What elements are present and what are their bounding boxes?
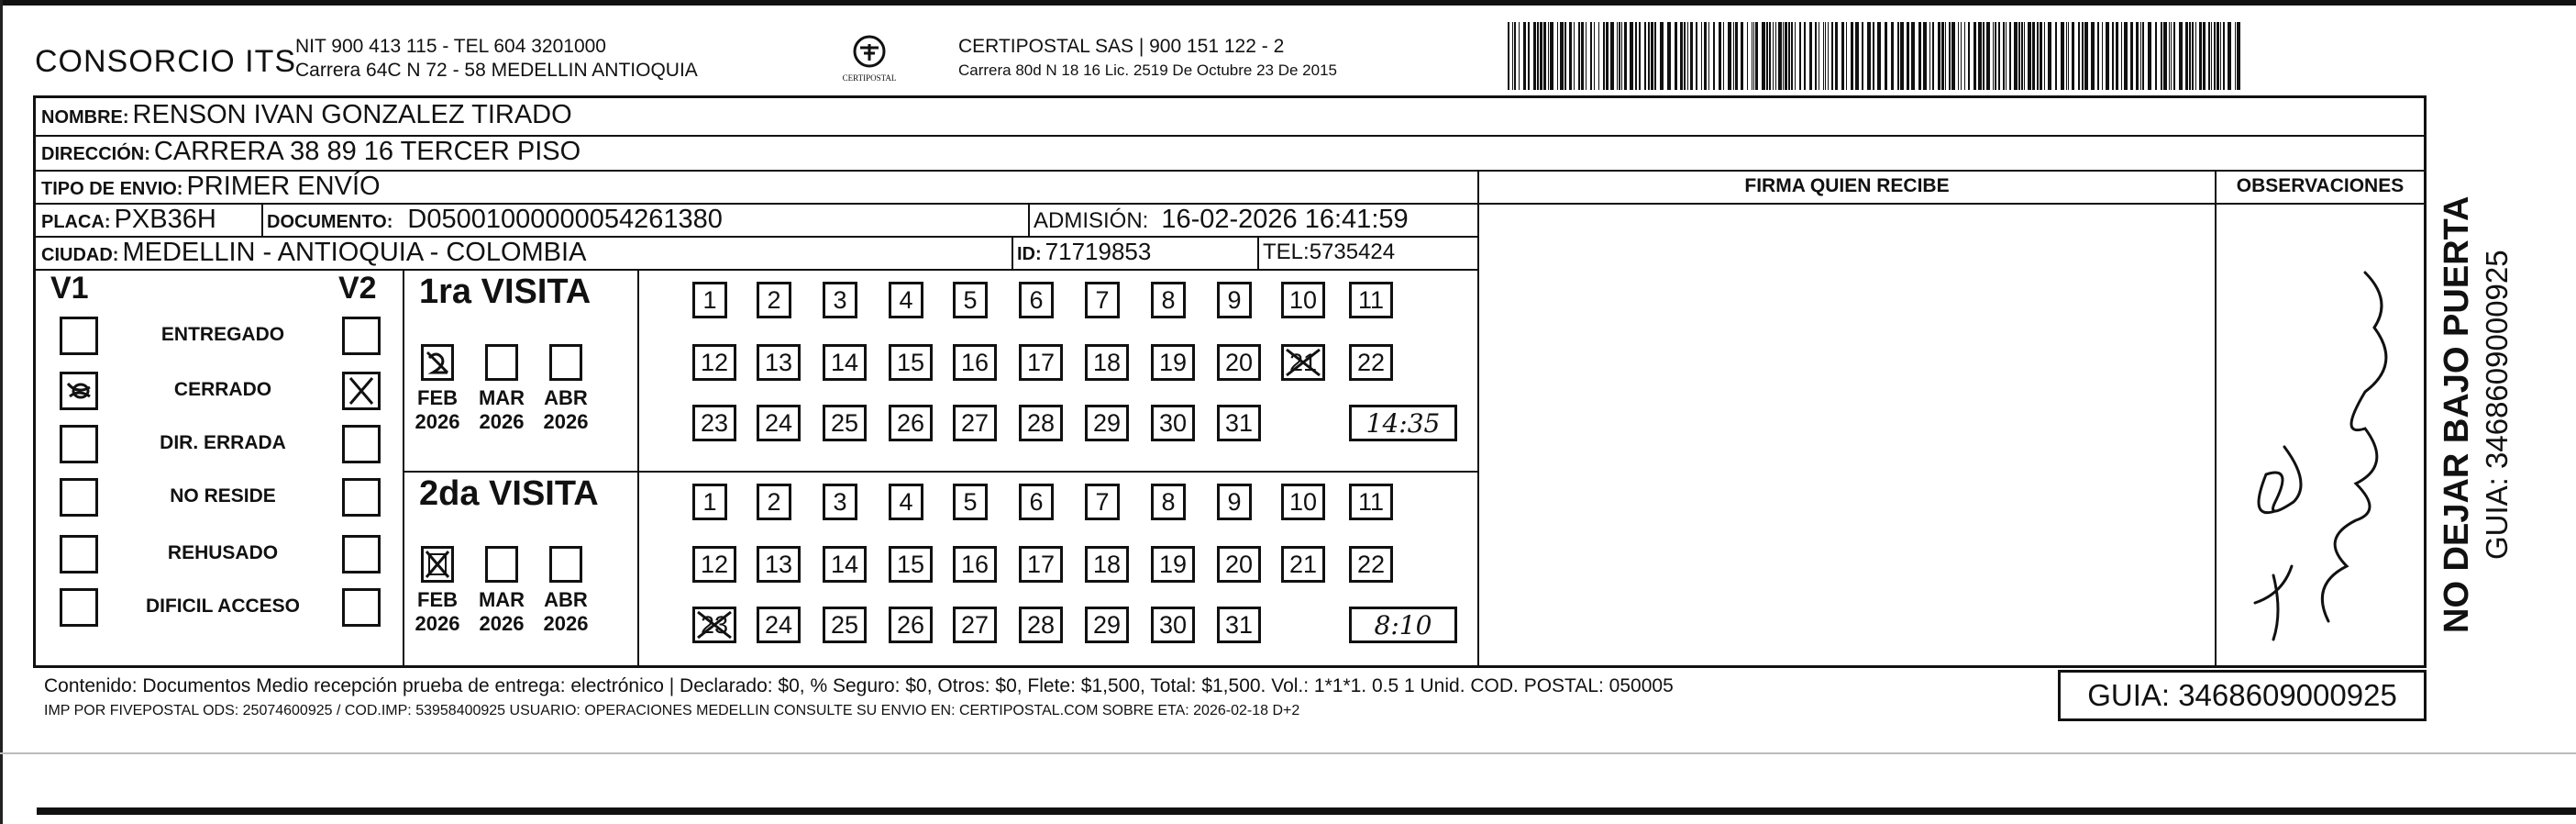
tipo-value: PRIMER ENVÍO [186,172,381,201]
day-cell[interactable]: 9 [1217,484,1252,520]
day-cell[interactable]: 23 [692,607,736,643]
field-nombre: NOMBRE: RENSON IVAN GONZALEZ TIRADO [41,100,572,129]
visit-time-cell[interactable] [1349,607,1457,643]
month-checkbox[interactable] [485,546,518,583]
row-divider [36,170,2424,172]
month-label [541,588,591,636]
day-cell[interactable]: 1 [692,282,727,318]
day-cell[interactable]: 26 [889,405,933,441]
scan-line [0,752,2576,754]
footer-imp: IMP POR FIVEPOSTAL ODS: 25074600925 / COD.IMP: 53958400925 USUARIO: OPERACIONES MEDELLIN CONSULTE SU ENVIO EN: CERTIPOSTAL.COM SOBRE ETA: 2026-02-18 D+2 [44,703,1300,718]
month-checkbox[interactable] [421,546,454,583]
col-divider [2215,170,2217,667]
field-tipo-envio: TIPO DE ENVIO: PRIMER ENVÍO [41,172,381,201]
company-address: Carrera 64C N 72 - 58 MEDELLIN ANTIOQUIA [295,60,698,81]
day-cell[interactable]: 27 [953,405,997,441]
month-divider [637,269,639,667]
month-year: 2026 [543,612,589,635]
company-info [295,35,698,83]
day-cell[interactable]: 26 [889,607,933,643]
month-name: MAR [478,588,525,611]
observaciones-header: OBSERVACIONES [2236,175,2405,196]
day-cell[interactable]: 13 [757,344,801,381]
company-name: CONSORCIO ITS [35,44,297,79]
visit-title: 2da VISITA [419,474,599,513]
row-divider [36,269,1479,271]
logo-text: CERTIPOSTAL [842,73,897,83]
day-cell[interactable]: 14 [823,344,867,381]
month-year: 2026 [415,612,460,635]
status-label: DIFICIL ACCESO [145,596,300,617]
day-cell[interactable]: 25 [823,405,867,441]
v1-checkbox[interactable] [60,535,98,573]
v2-checkbox[interactable] [342,535,381,573]
day-cell[interactable]: 17 [1019,344,1063,381]
field-documento: DOCUMENTO: D05001000000054261380 [267,205,723,234]
v1-checkbox[interactable] [60,372,98,410]
month-label [413,588,462,636]
v2-checkbox[interactable] [342,372,381,410]
tel-value: 5735424 [1309,239,1396,264]
v2-checkbox[interactable] [342,588,381,627]
top-edge-line [0,0,2576,6]
field-direccion: DIRECCIÓN: CARRERA 38 89 16 TERCER PISO [41,137,581,166]
day-cell[interactable]: 30 [1151,607,1195,643]
status-divider [403,269,404,667]
month-label [477,588,526,636]
day-cell[interactable]: 2 [757,484,791,520]
footer-contenido: Contenido: Documentos Medio recepción prueba de entrega: electrónico | Declarado: $0, % Seguro: $0, Otros: $0, Flete: $1,500, Total: $1,500. Vol.: 1*1*1. 0.5 1 Unid. COD. POSTAL: 050005 [44,675,1674,696]
day-cell[interactable]: 6 [1019,282,1054,318]
visit-time: 8:10 [1374,609,1432,640]
month-name: ABR [544,386,588,409]
left-edge-line [0,0,3,824]
day-cell[interactable]: 19 [1151,546,1195,583]
cell-divider [261,203,263,236]
visit-time-cell[interactable] [1349,405,1457,441]
side-guia: GUIA: 3468609000925 [2480,250,2514,560]
status-label: REHUSADO [167,542,279,563]
nombre-value: RENSON IVAN GONZALEZ TIRADO [132,100,572,129]
status-label: ENTREGADO [160,324,285,345]
day-cell[interactable]: 25 [823,607,867,643]
field-admision: ADMISIÓN: 16-02-2026 16:41:59 [1034,205,1409,234]
documento-value: D05001000000054261380 [407,205,723,234]
certipostal-logo [836,33,902,90]
day-cell[interactable]: 2 [757,282,791,318]
month-checkbox[interactable] [421,344,454,381]
v2-header: V2 [338,271,377,306]
visit-title: 1ra VISITA [419,273,591,311]
firma-header: FIRMA QUIEN RECIBE [1744,175,1950,196]
day-cell[interactable]: 28 [1019,405,1063,441]
day-cell[interactable]: 19 [1151,344,1195,381]
day-cell[interactable]: 29 [1085,405,1129,441]
day-cell[interactable]: 12 [692,546,736,583]
field-id: ID: 71719853 [1017,238,1152,265]
day-cell[interactable]: 5 [953,282,988,318]
day-cell[interactable]: 4 [889,484,923,520]
status-label: DIR. ERRADA [160,432,286,453]
day-cell[interactable]: 11 [1349,282,1393,318]
day-cell[interactable]: 16 [953,344,997,381]
day-cell[interactable]: 21 [1281,546,1325,583]
v1-checkbox[interactable] [60,478,98,517]
day-cell[interactable]: 15 [889,546,933,583]
day-cell[interactable]: 13 [757,546,801,583]
day-cell[interactable]: 7 [1085,484,1120,520]
day-cell[interactable]: 18 [1085,344,1129,381]
barcode [1506,22,2244,90]
col-divider [1477,170,1479,667]
v1-header: V1 [50,271,89,306]
month-year: 2026 [479,410,525,433]
day-cell[interactable]: 23 [692,405,736,441]
v2-checkbox[interactable] [342,478,381,517]
day-cell[interactable]: 8 [1151,484,1186,520]
day-cell[interactable]: 31 [1217,607,1261,643]
field-ciudad: CIUDAD: MEDELLIN - ANTIOQUIA - COLOMBIA [41,238,587,267]
day-cell[interactable]: 7 [1085,282,1120,318]
day-cell[interactable]: 6 [1019,484,1054,520]
day-cell[interactable]: 24 [757,607,801,643]
id-value: 71719853 [1045,238,1152,265]
courier-address: Carrera 80d N 18 16 Lic. 2519 De Octubre 23 De 2015 [958,61,1337,79]
month-year: 2026 [543,410,589,433]
month-name: ABR [544,588,588,611]
day-cell[interactable]: 4 [889,282,923,318]
day-cell[interactable]: 21 [1281,344,1325,381]
day-mark [692,607,736,643]
day-cell[interactable]: 10 [1281,282,1325,318]
month-checkbox[interactable] [549,344,582,381]
day-cell[interactable]: 11 [1349,484,1393,520]
day-cell[interactable]: 16 [953,546,997,583]
day-cell[interactable]: 9 [1217,282,1252,318]
day-cell[interactable]: 22 [1349,546,1393,583]
day-cell[interactable]: 29 [1085,607,1129,643]
v1-checkbox[interactable] [60,317,98,355]
day-cell[interactable]: 5 [953,484,988,520]
month-name: MAR [478,386,525,409]
day-cell[interactable]: 15 [889,344,933,381]
v1-checkbox[interactable] [60,588,98,627]
month-year: 2026 [479,612,525,635]
day-cell[interactable]: 3 [823,484,857,520]
day-cell[interactable]: 10 [1281,484,1325,520]
v2-checkbox[interactable] [342,317,381,355]
day-cell[interactable]: 17 [1019,546,1063,583]
month-checkbox[interactable] [485,344,518,381]
bottom-edge-line [37,807,2576,815]
month-checkbox[interactable] [549,546,582,583]
cell-divider [1012,236,1013,269]
month-year: 2026 [415,410,460,433]
guide-form [33,95,2427,668]
month-label [477,386,526,434]
day-cell[interactable]: 27 [953,607,997,643]
month-label [413,386,462,434]
month-name: FEB [417,386,458,409]
nit-line: NIT 900 413 115 - TEL 604 3201000 [295,36,606,57]
day-cell[interactable]: 14 [823,546,867,583]
day-cell[interactable]: 18 [1085,546,1129,583]
month-label [541,386,591,434]
courier-info [958,35,1337,83]
cell-divider [1257,236,1259,269]
admision-value: 16-02-2026 16:41:59 [1161,205,1409,234]
v1-checkbox[interactable] [60,425,98,463]
courier-name: CERTIPOSTAL SAS | 900 151 122 - 2 [958,36,1285,57]
v2-checkbox[interactable] [342,425,381,463]
side-warning: NO DEJAR BAJO PUERTA [2438,195,2476,633]
day-cell[interactable]: 8 [1151,282,1186,318]
day-cell[interactable]: 12 [692,344,736,381]
day-cell[interactable]: 22 [1349,344,1393,381]
day-cell[interactable]: 20 [1217,344,1261,381]
guia-box: GUIA: 3468609000925 [2058,670,2427,721]
day-cell[interactable]: 30 [1151,405,1195,441]
day-cell[interactable]: 31 [1217,405,1261,441]
month-name: FEB [417,588,458,611]
direccion-value: CARRERA 38 89 16 TERCER PISO [153,137,581,166]
day-cell[interactable]: 3 [823,282,857,318]
status-label: CERRADO [173,379,272,400]
day-cell[interactable]: 20 [1217,546,1261,583]
day-cell[interactable]: 28 [1019,607,1063,643]
status-label: NO RESIDE [170,485,276,507]
day-mark [1281,344,1325,381]
day-cell[interactable]: 1 [692,484,727,520]
ciudad-value: MEDELLIN - ANTIOQUIA - COLOMBIA [122,238,587,267]
placa-value: PXB36H [114,205,216,234]
day-cell[interactable]: 24 [757,405,801,441]
visit-divider [403,471,1479,473]
field-placa: PLACA: PXB36H [41,205,216,234]
field-tel: TEL:5735424 [1263,239,1396,264]
observation-handwriting [2218,236,2422,667]
visit-time: 14:35 [1365,407,1441,439]
cell-divider [1028,203,1030,236]
